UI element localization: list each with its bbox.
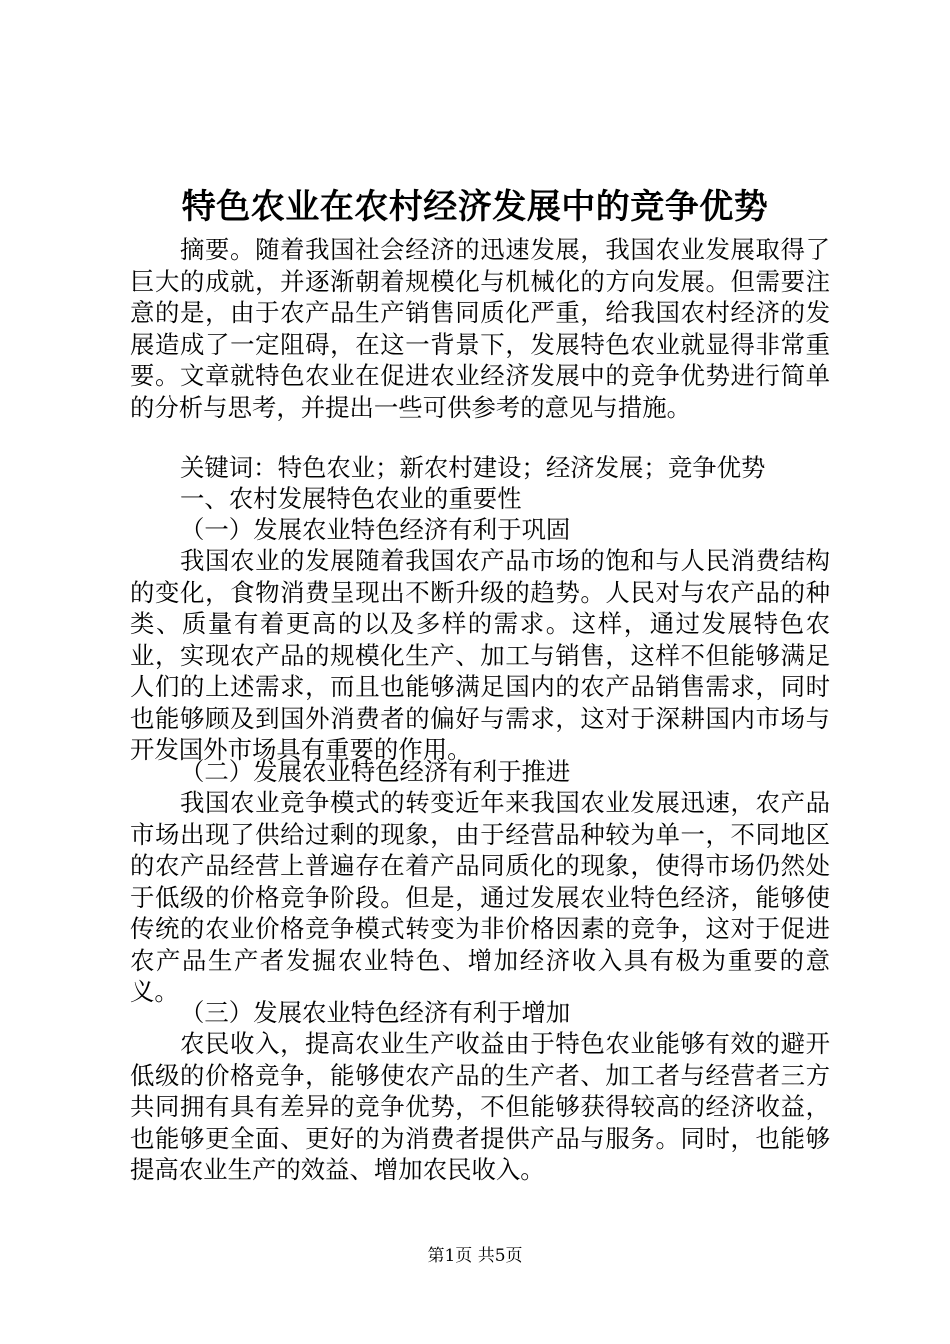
keywords-line: 关键词：特色农业；新农村建设；经济发展；竞争优势 <box>180 453 766 482</box>
subsection-paragraph-1: 我国农业的发展随着我国农产品市场的饱和与人民消费结构的变化，食物消费呈现出不断升级的趋势。人民对与农产品的种类、质量有着更高的以及多样的需求。这样，通过发展特色农业，实现农产品的规模化生产、加工与销售，这样不但能够满足人们的上述需求，而且也能够满足国内的农产品销售需求，同时也能够顾及到国外消费者的偏好与需求，这对于深耕国内市场与开发国外市场具有重要的作用。 <box>130 546 830 764</box>
section-heading-1: 一、农村发展特色农业的重要性 <box>180 484 522 513</box>
subsection-heading-3: （三）发展农业特色经济有利于增加 <box>180 998 571 1027</box>
page-footer <box>0 1244 950 1268</box>
subsection-paragraph-2: 我国农业竞争模式的转变近年来我国农业发展迅速，农产品市场出现了供给过剩的现象，由于经营品种较为单一，不同地区的农产品经营上普遍存在着产品同质化的现象，使得市场仍然处于低级的价格竞争阶段。但是，通过发展农业特色经济，能够使传统的农业价格竞争模式转变为非价格因素的竞争，这对于促进农产品生产者发掘农业特色、增加经济收入具有极为重要的意义。 <box>130 788 830 1006</box>
subsection-heading-2: （二）发展农业特色经济有利于推进 <box>180 757 571 786</box>
document-title: 特色农业在农村经济发展中的竞争优势 <box>181 187 769 227</box>
subsection-heading-1: （一）发展农业特色经济有利于巩固 <box>180 515 571 544</box>
subsection-paragraph-3: 农民收入，提高农业生产收益由于特色农业能够有效的避开低级的价格竞争，能够使农产品的生产者、加工者与经营者三方共同拥有具有差异的竞争优势，不但能够获得较高的经济收益，也能够更全面、更好的为消费者提供产品与服务。同时，也能够提高农业生产的效益、增加农民收入。 <box>130 1029 830 1184</box>
abstract-paragraph: 摘要。随着我国社会经济的迅速发展，我国农业发展取得了巨大的成就，并逐渐朝着规模化与机械化的方向发展。但需要注意的是，由于农产品生产销售同质化严重，给我国农村经济的发展造成了一定阻碍，在这一背景下，发展特色农业就显得非常重要。文章就特色农业在促进农业经济发展中的竞争优势进行简单的分析与思考，并提出一些可供参考的意见与措施。 <box>130 235 830 422</box>
page-number-label: 第1页 共5页 <box>427 1246 523 1266</box>
